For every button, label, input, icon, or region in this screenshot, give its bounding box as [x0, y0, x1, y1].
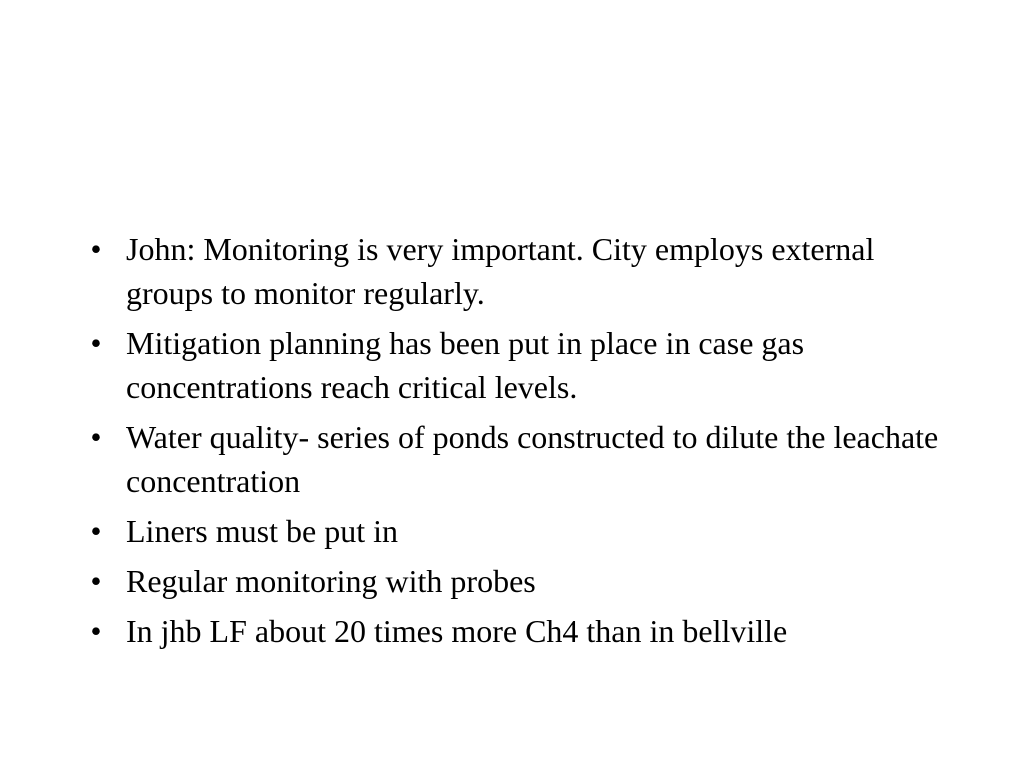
bullet-item: [84, 559, 954, 603]
bullet-list: [84, 227, 954, 659]
bullet-item: [84, 321, 954, 409]
bullet-text: Water quality- series of ponds constructed to dilute the leachate concentration: [126, 419, 939, 499]
bullet-item: [84, 415, 954, 503]
bullet-marker: •: [90, 419, 102, 455]
bullet-text: John: Monitoring is very important. City employs external groups to monitor regularly.: [126, 231, 875, 311]
bullet-marker: •: [90, 513, 102, 549]
bullet-text: Mitigation planning has been put in place in case gas concentrations reach critical levels.: [126, 325, 805, 405]
bullet-text: Liners must be put in: [126, 513, 398, 549]
bullet-marker: •: [90, 563, 102, 599]
bullet-text: In jhb LF about 20 times more Ch4 than in bellville: [126, 613, 788, 649]
bullet-marker: •: [90, 325, 102, 361]
bullet-item: [84, 509, 954, 553]
bullet-item: [84, 227, 954, 315]
bullet-item: [84, 609, 954, 653]
bullet-marker: •: [90, 613, 102, 649]
bullet-text: Regular monitoring with probes: [126, 563, 536, 599]
bullet-marker: •: [90, 231, 102, 267]
